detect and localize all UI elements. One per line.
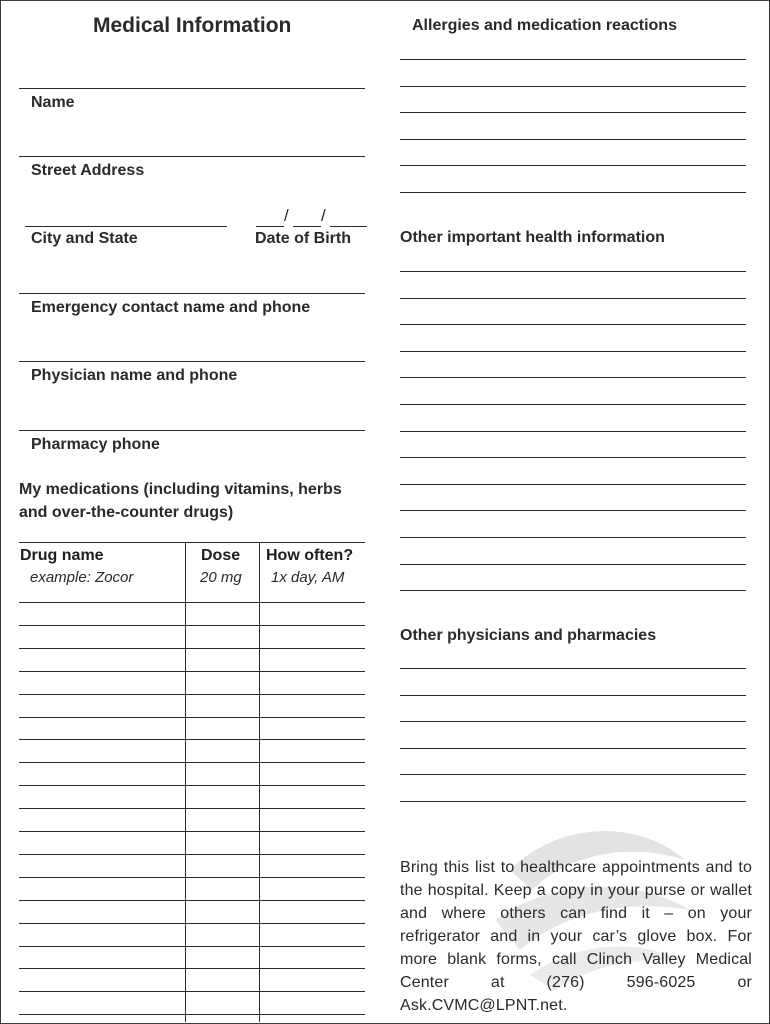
health-input-line[interactable]	[400, 484, 746, 485]
city-state-input-line[interactable]	[25, 226, 227, 227]
allergy-input-line[interactable]	[400, 112, 746, 113]
dob-day-line[interactable]	[293, 226, 321, 227]
medication-row[interactable]	[19, 946, 365, 947]
allergy-input-line[interactable]	[400, 165, 746, 166]
dob-label: Date of Birth	[255, 230, 351, 247]
allergies-heading: Allergies and medication reactions	[412, 17, 677, 34]
street-address-label: Street Address	[31, 162, 145, 179]
health-input-line[interactable]	[400, 404, 746, 405]
name-input-line[interactable]	[19, 88, 365, 89]
physician-label: Physician name and phone	[31, 367, 238, 384]
health-input-line[interactable]	[400, 298, 746, 299]
medication-row[interactable]	[19, 968, 365, 969]
medication-row[interactable]	[19, 602, 365, 603]
dob-year-line[interactable]	[330, 226, 367, 227]
health-input-line[interactable]	[400, 457, 746, 458]
health-input-line[interactable]	[400, 351, 746, 352]
pharmacy-input-line[interactable]	[19, 430, 365, 431]
health-input-line[interactable]	[400, 510, 746, 511]
allergy-input-line[interactable]	[400, 192, 746, 193]
physician-input-line[interactable]	[400, 695, 746, 696]
example-drug: example: Zocor	[30, 569, 134, 586]
other-physicians-heading: Other physicians and pharmacies	[400, 627, 657, 644]
instructions-note: Bring this list to healthcare appointments and to the hospital. Keep a copy in your purse or wallet and where others can find it – on your refrigerator and in your car’s glove box. For more blank forms, call Clinch Valley Medical Center at (276) 596-6025 or Ask.CVMC@LPNT.net.	[400, 859, 752, 1014]
table-top-rule	[19, 542, 365, 543]
table-col-divider-1	[185, 543, 186, 1022]
medication-row[interactable]	[19, 717, 365, 718]
table-col-divider-2	[259, 543, 260, 1022]
medication-row[interactable]	[19, 625, 365, 626]
health-input-line[interactable]	[400, 564, 746, 565]
dob-slash-2: /	[321, 206, 326, 225]
example-frequency: 1x day, AM	[271, 569, 345, 586]
health-input-line[interactable]	[400, 537, 746, 538]
medication-row[interactable]	[19, 877, 365, 878]
other-health-heading: Other important health information	[400, 229, 665, 246]
medication-row[interactable]	[19, 854, 365, 855]
name-label: Name	[31, 94, 75, 111]
medication-row[interactable]	[19, 991, 365, 992]
col-header-drug: Drug name	[20, 547, 104, 564]
health-input-line[interactable]	[400, 590, 746, 591]
allergy-input-line[interactable]	[400, 139, 746, 140]
dob-slash-1: /	[284, 206, 289, 225]
medication-row[interactable]	[19, 671, 365, 672]
allergy-input-line[interactable]	[400, 86, 746, 87]
medications-heading-line2: and over-the-counter drugs)	[19, 504, 234, 521]
medication-row[interactable]	[19, 923, 365, 924]
physician-input-line[interactable]	[400, 668, 746, 669]
physician-input-line[interactable]	[400, 748, 746, 749]
street-address-input-line[interactable]	[19, 156, 365, 157]
medication-row[interactable]	[19, 785, 365, 786]
emergency-label: Emergency contact name and phone	[31, 299, 311, 316]
medication-row[interactable]	[19, 900, 365, 901]
physician-input-line[interactable]	[400, 721, 746, 722]
pharmacy-label: Pharmacy phone	[31, 436, 160, 453]
physician-input-line[interactable]	[19, 361, 365, 362]
health-input-line[interactable]	[400, 431, 746, 432]
emergency-input-line[interactable]	[19, 293, 365, 294]
physician-input-line[interactable]	[400, 801, 746, 802]
example-dose: 20 mg	[200, 569, 242, 586]
health-input-line[interactable]	[400, 324, 746, 325]
health-input-line[interactable]	[400, 271, 746, 272]
col-header-dose: Dose	[201, 547, 241, 564]
allergy-input-line[interactable]	[400, 59, 746, 60]
medication-row[interactable]	[19, 739, 365, 740]
physician-input-line[interactable]	[400, 774, 746, 775]
medication-row[interactable]	[19, 808, 365, 809]
medications-heading-line1: My medications (including vitamins, herbs	[19, 481, 342, 498]
city-state-label: City and State	[31, 230, 138, 247]
medication-row[interactable]	[19, 762, 365, 763]
medication-row[interactable]	[19, 694, 365, 695]
medication-row[interactable]	[19, 648, 365, 649]
medication-row[interactable]	[19, 1014, 365, 1015]
medication-row[interactable]	[19, 831, 365, 832]
col-header-frequency: How often?	[266, 547, 354, 564]
health-input-line[interactable]	[400, 377, 746, 378]
dob-month-line[interactable]	[256, 226, 284, 227]
form-title: Medical Information	[93, 14, 292, 37]
